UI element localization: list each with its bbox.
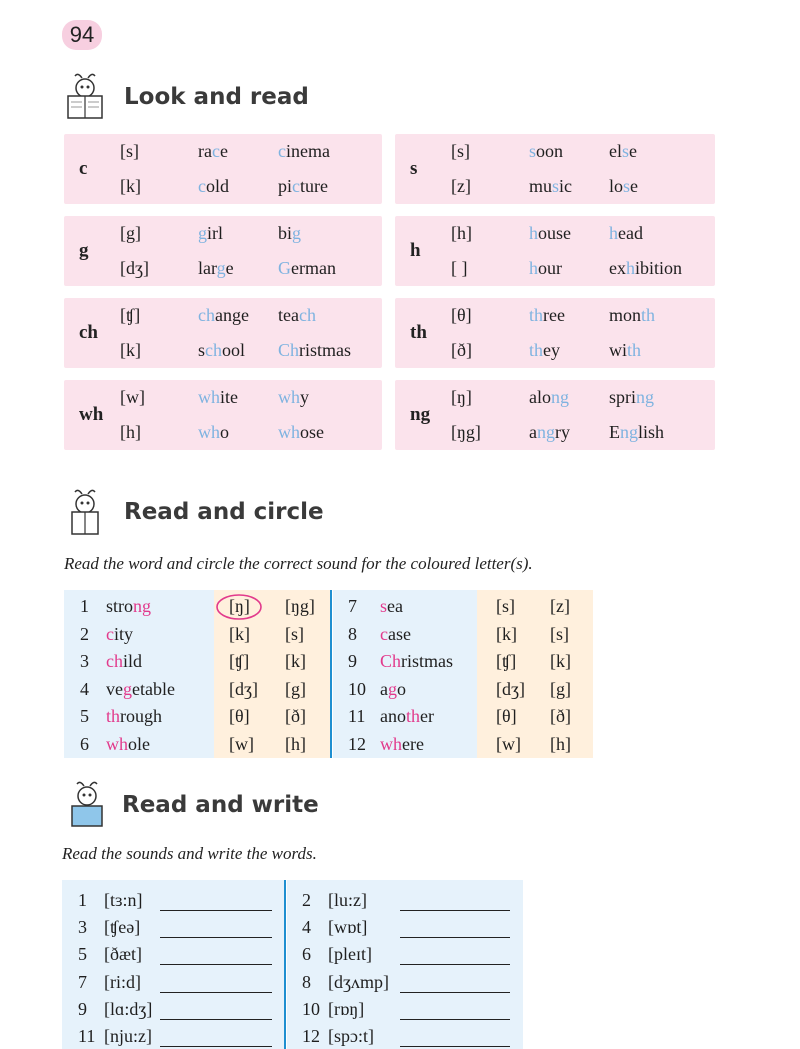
- word-part: inema: [286, 141, 330, 161]
- item-word-text: [380, 596, 403, 616]
- example-word: [278, 141, 330, 162]
- example-word: [278, 176, 328, 197]
- word-part: mu: [529, 176, 553, 196]
- example-word-text: [278, 223, 301, 243]
- word-highlight: g: [388, 678, 397, 699]
- item-word-text: [380, 624, 411, 644]
- example-word-text: [278, 305, 316, 325]
- item-word-text: [106, 734, 150, 754]
- item-number: 10: [302, 998, 320, 1019]
- sound-option-b[interactable]: [z]: [550, 596, 570, 616]
- sound-option-b[interactable]: [k]: [285, 651, 306, 672]
- word-part: ity: [114, 623, 134, 644]
- word-part: ool: [222, 340, 246, 360]
- answer-line[interactable]: [160, 1019, 272, 1020]
- example-word: [198, 340, 245, 361]
- item-sounds: [lu:z]: [328, 890, 367, 910]
- item-number: 2: [80, 623, 89, 644]
- word-highlight: ng: [636, 387, 654, 407]
- example-word: [198, 422, 229, 443]
- word-part: er: [420, 706, 434, 727]
- sound-symbol: [h]: [451, 223, 472, 243]
- word-part: a: [529, 422, 537, 442]
- example-word: [529, 176, 572, 197]
- word-highlight: h: [529, 223, 538, 243]
- sound-option-a[interactable]: [ʧ]: [229, 651, 250, 672]
- example-word-text: [609, 422, 664, 442]
- sound-symbol: [s]: [451, 141, 470, 161]
- word-part: ose: [300, 422, 324, 442]
- word-part: e: [629, 141, 638, 161]
- example-word-text: [278, 340, 351, 360]
- item-number: 3: [78, 917, 87, 938]
- word-part: ouse: [538, 223, 571, 243]
- word-part: lo: [609, 176, 624, 196]
- word-part: rough: [120, 706, 163, 727]
- word-highlight: c: [292, 176, 301, 196]
- item-number: 4: [302, 917, 311, 938]
- instruction-read-and-circle: Read the word and circle the correct sound for the coloured letter(s).: [64, 554, 533, 573]
- sound-option-b[interactable]: [s]: [285, 623, 304, 644]
- answer-line[interactable]: [400, 992, 510, 993]
- sound-option-a[interactable]: [dʒ]: [229, 678, 258, 699]
- sound-symbol: [w]: [120, 387, 145, 407]
- sound-option-b[interactable]: [s]: [550, 623, 569, 644]
- word-part: o: [397, 678, 406, 699]
- word-highlight: th: [106, 706, 121, 727]
- example-word: [278, 387, 309, 408]
- example-word: [198, 387, 238, 408]
- sound-option-a[interactable]: [k]: [229, 623, 250, 644]
- example-word-text: [278, 422, 324, 442]
- example-word-text: [198, 141, 228, 161]
- example-word: [198, 141, 228, 162]
- example-word: [609, 422, 664, 443]
- sound-option-a[interactable]: [θ]: [496, 706, 517, 727]
- answer-line[interactable]: [400, 1046, 510, 1047]
- word-part: o: [220, 422, 229, 442]
- word-highlight: s: [622, 141, 630, 161]
- item-word: [380, 651, 453, 672]
- example-word: [278, 422, 324, 443]
- example-word: [609, 340, 641, 361]
- word-highlight: ng: [551, 387, 569, 407]
- word-part: mon: [609, 305, 642, 325]
- item-number: 6: [302, 944, 311, 965]
- word-highlight: g: [292, 223, 302, 243]
- word-highlight: ng: [620, 422, 638, 442]
- item-number: 2: [302, 890, 311, 910]
- page-number: 94: [62, 20, 102, 50]
- word-part: wi: [609, 340, 627, 360]
- item-sounds: [pleɪt]: [328, 944, 372, 965]
- item-number: 10: [348, 678, 366, 699]
- example-word: [278, 305, 316, 326]
- word-part: ere: [402, 734, 424, 754]
- example-word: [529, 223, 571, 244]
- example-word-text: [198, 305, 249, 325]
- item-sounds: [spɔ:t]: [328, 1026, 374, 1046]
- word-part: pi: [278, 176, 293, 196]
- answer-line[interactable]: [160, 992, 272, 993]
- example-word: [278, 340, 351, 361]
- sound-option-b[interactable]: [g]: [550, 678, 571, 699]
- word-highlight: th: [529, 305, 544, 325]
- word-part: el: [609, 141, 622, 161]
- item-number: 9: [348, 651, 357, 672]
- table-bg-right-sounds: [477, 590, 593, 758]
- sound-symbol: [h]: [120, 422, 141, 442]
- sound-option-b[interactable]: [ð]: [550, 706, 571, 727]
- example-word: [609, 141, 637, 162]
- word-highlight: wh: [198, 387, 220, 407]
- item-number: 6: [80, 734, 89, 754]
- word-part: ild: [123, 651, 143, 672]
- example-word: [529, 305, 565, 326]
- example-word: [278, 258, 336, 279]
- item-word: [106, 624, 133, 645]
- item-number: 5: [78, 944, 87, 965]
- sound-option-b[interactable]: [h]: [285, 734, 306, 754]
- item-word-text: [106, 706, 162, 726]
- item-number: 12: [302, 1026, 320, 1046]
- item-number: 1: [80, 596, 89, 616]
- answer-line[interactable]: [400, 937, 510, 938]
- sound-symbol: [z]: [451, 176, 471, 196]
- table-divider: [284, 880, 286, 1049]
- table-divider: [330, 590, 332, 758]
- sound-option-a[interactable]: [w]: [496, 734, 521, 754]
- example-word-text: [198, 387, 238, 407]
- item-number: 5: [80, 706, 89, 727]
- item-word-text: [380, 679, 406, 699]
- word-part: ase: [388, 623, 411, 644]
- item-word-text: [380, 734, 424, 754]
- word-part: etable: [132, 678, 175, 699]
- example-word: [609, 258, 682, 279]
- example-word: [609, 305, 655, 326]
- sound-symbol: [k]: [120, 340, 141, 360]
- sound-symbol: [dʒ]: [120, 258, 149, 278]
- word-part: E: [609, 422, 620, 442]
- answer-line[interactable]: [160, 964, 272, 965]
- word-part: ea: [387, 596, 403, 616]
- item-word-text: [106, 679, 175, 699]
- word-part: ristmas: [401, 651, 454, 672]
- word-part: e: [630, 176, 639, 196]
- item-word-text: [380, 706, 434, 726]
- word-highlight: ch: [298, 305, 316, 325]
- word-highlight: ch: [198, 305, 215, 325]
- answer-line[interactable]: [160, 1046, 272, 1047]
- item-word-text: [106, 651, 142, 671]
- item-sounds: [ri:d]: [104, 971, 141, 992]
- example-word-text: [609, 258, 682, 278]
- answer-line[interactable]: [160, 910, 272, 911]
- item-sounds: [nju:z]: [104, 1026, 152, 1046]
- word-part: spri: [609, 387, 636, 407]
- word-part: bi: [278, 223, 293, 243]
- example-word: [198, 223, 223, 244]
- sound-symbol: [ŋg]: [451, 422, 481, 442]
- answer-line[interactable]: [160, 937, 272, 938]
- word-part: old: [206, 176, 230, 196]
- reading-ant-icon: [62, 488, 108, 540]
- example-word: [529, 258, 562, 279]
- example-word-text: [198, 258, 234, 278]
- word-highlight: c: [211, 141, 220, 161]
- word-highlight: h: [529, 258, 538, 278]
- item-word: [106, 706, 162, 727]
- word-part: e: [219, 141, 228, 161]
- word-highlight: wh: [106, 734, 128, 754]
- example-word-text: [198, 422, 229, 442]
- sound-option-a[interactable]: [ŋ]: [229, 596, 250, 616]
- word-highlight: wh: [380, 734, 402, 754]
- example-word: [529, 422, 570, 443]
- example-word-text: [529, 340, 560, 360]
- item-number: 11: [348, 706, 366, 727]
- example-word: [609, 176, 638, 197]
- section-title-look-and-read: Look and read: [124, 84, 309, 110]
- item-sounds: [ðæt]: [104, 944, 142, 965]
- example-word-text: [278, 176, 328, 196]
- word-part: ano: [380, 706, 406, 727]
- word-part: ange: [215, 305, 249, 325]
- word-highlight: ch: [205, 340, 223, 360]
- answer-line[interactable]: [400, 964, 510, 965]
- item-word: [106, 651, 142, 672]
- sound-box-letter: ch: [79, 322, 98, 343]
- word-highlight: th: [641, 305, 656, 325]
- example-word-text: [529, 223, 571, 243]
- sound-box-letter: h: [410, 240, 421, 261]
- sound-symbol: [ŋ]: [451, 387, 472, 407]
- item-number: 11: [78, 1026, 96, 1046]
- word-part: ey: [543, 340, 561, 360]
- example-word-text: [609, 176, 638, 196]
- sound-box-letter: c: [79, 158, 88, 179]
- item-word: [106, 679, 175, 700]
- word-highlight: c: [380, 623, 388, 644]
- sound-option-a[interactable]: [dʒ]: [496, 678, 525, 699]
- word-part: ree: [543, 305, 565, 325]
- word-part: ole: [128, 734, 150, 754]
- sound-option-b[interactable]: [k]: [550, 651, 571, 672]
- item-number: 1: [78, 890, 87, 910]
- item-number: 9: [78, 998, 87, 1019]
- item-number: 7: [78, 971, 87, 992]
- sound-box-letter: wh: [79, 404, 104, 425]
- sound-option-a[interactable]: [s]: [496, 596, 515, 616]
- item-word-text: [106, 596, 151, 616]
- example-word-text: [198, 176, 229, 196]
- word-highlight: c: [198, 176, 206, 196]
- item-number: 7: [348, 596, 357, 616]
- example-word-text: [609, 223, 643, 243]
- sound-symbol: [s]: [120, 141, 139, 161]
- sound-symbol: [ ]: [451, 258, 468, 278]
- answer-circle-mark: [214, 592, 264, 622]
- example-word-text: [198, 223, 223, 243]
- item-sounds: [rɒŋ]: [328, 998, 365, 1019]
- example-word-text: [529, 305, 565, 325]
- example-word-text: [198, 340, 245, 360]
- word-highlight: c: [278, 141, 286, 161]
- sound-option-b[interactable]: [ð]: [285, 706, 306, 727]
- word-part: tea: [278, 305, 299, 325]
- item-word: [380, 734, 424, 755]
- example-word: [609, 387, 654, 408]
- example-word: [529, 141, 563, 162]
- word-part: alo: [529, 387, 551, 407]
- word-highlight: G: [278, 258, 291, 278]
- word-part: ve: [106, 678, 123, 699]
- sound-symbol: [g]: [120, 223, 141, 243]
- word-highlight: s: [552, 176, 560, 196]
- example-word-text: [529, 141, 563, 161]
- word-highlight: g: [198, 223, 207, 243]
- word-part: lish: [638, 422, 665, 442]
- word-part: ex: [609, 258, 626, 278]
- word-highlight: Ch: [380, 651, 402, 672]
- word-part: ead: [618, 223, 643, 243]
- example-word: [198, 305, 249, 326]
- example-word: [529, 340, 560, 361]
- section-title-read-and-write: Read and write: [122, 792, 319, 818]
- word-part: s: [198, 340, 206, 360]
- example-word-text: [609, 141, 637, 161]
- word-part: ic: [559, 176, 573, 196]
- item-number: 4: [80, 678, 89, 699]
- word-part: ite: [220, 387, 238, 407]
- item-number: 3: [80, 651, 89, 672]
- word-highlight: s: [380, 596, 388, 616]
- item-word: [106, 596, 151, 617]
- example-word-text: [609, 387, 654, 407]
- item-sounds: [dʒʌmp]: [328, 971, 389, 992]
- word-highlight: th: [627, 340, 642, 360]
- word-part: ibition: [635, 258, 683, 278]
- word-part: ture: [300, 176, 328, 196]
- item-word: [380, 596, 403, 617]
- example-word-text: [609, 340, 641, 360]
- sound-option-b[interactable]: [ŋg]: [285, 596, 315, 616]
- word-highlight: wh: [278, 387, 300, 407]
- example-word: [609, 223, 643, 244]
- sound-option-b[interactable]: [h]: [550, 734, 571, 754]
- sound-box-letter: th: [410, 322, 427, 343]
- answer-line[interactable]: [400, 910, 510, 911]
- sound-option-a[interactable]: [w]: [229, 734, 254, 754]
- sound-option-a[interactable]: [ʧ]: [496, 651, 517, 672]
- example-word-text: [529, 258, 562, 278]
- sound-symbol: [k]: [120, 176, 141, 196]
- item-number: 8: [348, 623, 357, 644]
- word-highlight: h: [609, 223, 618, 243]
- reading-ant-icon: [64, 780, 110, 832]
- word-highlight: ng: [537, 422, 555, 442]
- word-highlight: th: [529, 340, 544, 360]
- word-part: our: [538, 258, 562, 278]
- sound-option-b[interactable]: [g]: [285, 678, 306, 699]
- item-sounds: [tɜ:n]: [104, 890, 143, 910]
- word-highlight: wh: [278, 422, 300, 442]
- item-word-text: [106, 624, 133, 644]
- word-part: y: [300, 387, 309, 407]
- item-number: 8: [302, 971, 311, 992]
- reading-ant-icon: [62, 72, 108, 124]
- word-part: a: [380, 678, 388, 699]
- word-highlight: g: [216, 258, 226, 278]
- sound-option-a[interactable]: [θ]: [229, 706, 250, 727]
- sound-symbol: [ʧ]: [120, 305, 141, 325]
- item-word: [380, 624, 411, 645]
- word-highlight: s: [529, 141, 537, 161]
- answer-line[interactable]: [400, 1019, 510, 1020]
- example-word: [198, 258, 234, 279]
- word-highlight: wh: [198, 422, 220, 442]
- sound-box-letter: ng: [410, 404, 431, 425]
- sound-symbol: [θ]: [451, 305, 472, 325]
- word-highlight: th: [406, 706, 421, 727]
- word-highlight: g: [123, 678, 132, 699]
- sound-box-letter: s: [410, 158, 418, 179]
- word-part: ry: [555, 422, 570, 442]
- example-word-text: [278, 141, 330, 161]
- word-part: stro: [106, 596, 133, 616]
- item-sounds: [lɑ:dʒ]: [104, 998, 153, 1019]
- item-word: [106, 734, 150, 755]
- example-word-text: [529, 176, 572, 196]
- item-sounds: [ʧeə]: [104, 917, 141, 938]
- item-word-text: [380, 651, 453, 671]
- word-part: erman: [291, 258, 336, 278]
- example-word-text: [278, 258, 336, 278]
- word-part: irl: [207, 223, 223, 243]
- word-part: ra: [198, 141, 212, 161]
- section-title-read-and-circle: Read and circle: [124, 499, 324, 525]
- example-word-text: [278, 387, 309, 407]
- word-highlight: h: [626, 258, 635, 278]
- word-highlight: Ch: [278, 340, 300, 360]
- instruction-read-and-write: Read the sounds and write the words.: [62, 844, 317, 863]
- sound-box-letter: g: [79, 240, 89, 261]
- sound-option-a[interactable]: [k]: [496, 623, 517, 644]
- word-part: ristmas: [299, 340, 352, 360]
- word-highlight: c: [106, 623, 114, 644]
- word-highlight: ng: [133, 596, 151, 616]
- example-word: [278, 223, 301, 244]
- word-part: lar: [198, 258, 217, 278]
- item-sounds: [wɒt]: [328, 917, 368, 938]
- sound-symbol: [ð]: [451, 340, 472, 360]
- word-part: e: [225, 258, 234, 278]
- word-highlight: s: [623, 176, 631, 196]
- item-number: 12: [348, 734, 366, 754]
- item-word: [380, 679, 406, 700]
- word-part: oon: [536, 141, 564, 161]
- example-word-text: [529, 422, 570, 442]
- example-word: [198, 176, 229, 197]
- word-highlight: ch: [106, 651, 123, 672]
- example-word: [529, 387, 569, 408]
- item-word: [380, 706, 434, 727]
- example-word-text: [609, 305, 655, 325]
- example-word-text: [529, 387, 569, 407]
